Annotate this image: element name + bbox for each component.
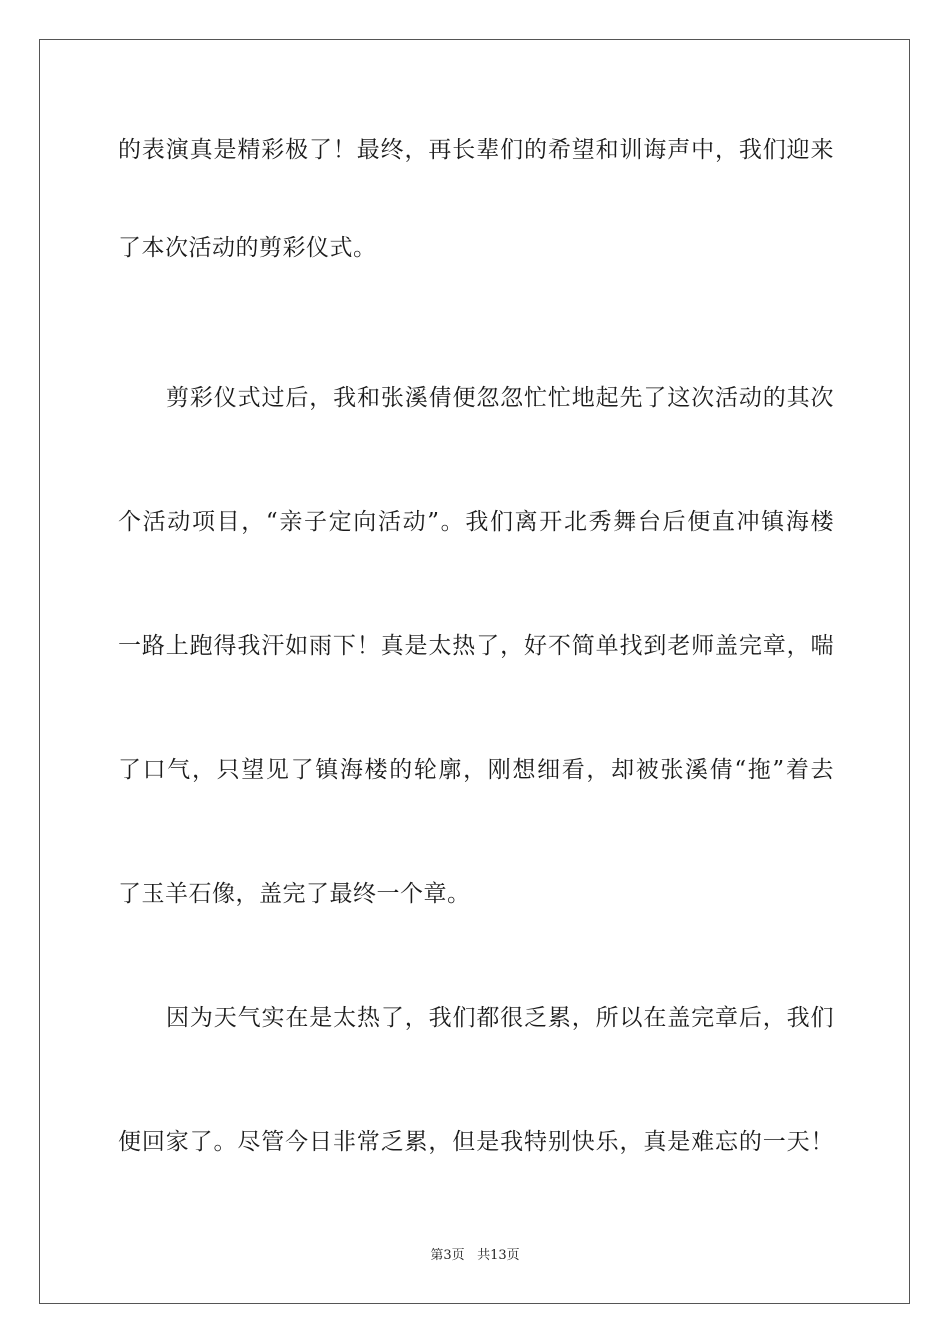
paragraph-line-1: 的表演真是精彩极了！最终，再长辈们的希望和训诲声中，我们迎来	[118, 137, 834, 163]
paragraph-line-4: 个活动项目，“亲子定向活动”。我们离开北秀舞台后便直冲镇海楼	[118, 509, 834, 535]
paragraph-line-8: 因为天气实在是太热了，我们都很乏累，所以在盖完章后，我们	[166, 1005, 834, 1031]
page-total: 共13页	[477, 1248, 520, 1263]
paragraph-line-3: 剪彩仪式过后，我和张溪倩便忽忽忙忙地起先了这次活动的其次	[166, 385, 834, 411]
paragraph-line-6: 了口气，只望见了镇海楼的轮廓，刚想细看，却被张溪倩“拖”着去	[118, 757, 834, 783]
paragraph-line-9: 便回家了。尽管今日非常乏累，但是我特别快乐，真是难忘的一天！	[118, 1129, 834, 1155]
page-number: 第3页	[430, 1248, 465, 1263]
paragraph-line-2: 了本次活动的剪彩仪式。	[118, 235, 377, 261]
paragraph-line-5: 一路上跑得我汗如雨下！真是太热了，好不简单找到老师盖完章，喘	[118, 633, 834, 659]
page-footer	[0, 1247, 950, 1265]
paragraph-line-7: 了玉羊石像，盖完了最终一个章。	[118, 881, 471, 907]
page-border	[39, 39, 910, 1304]
